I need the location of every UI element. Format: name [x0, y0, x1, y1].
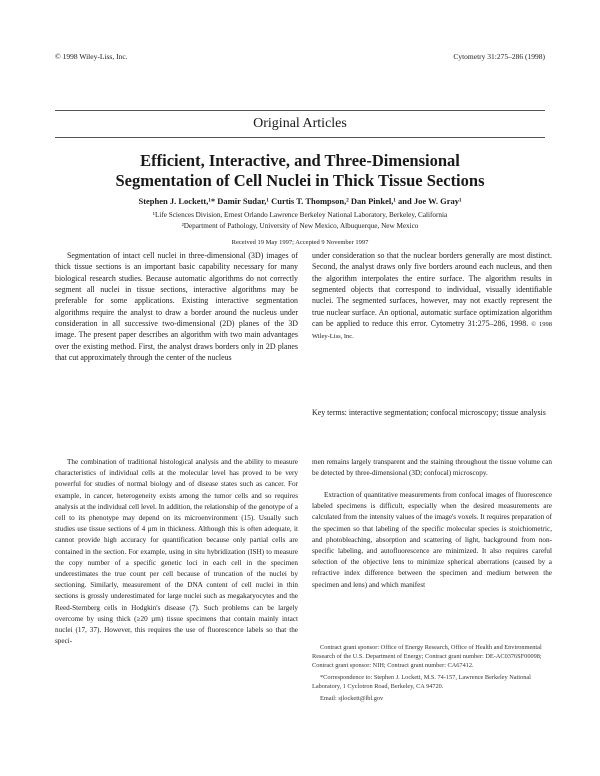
correspondence-footnote: *Correspondence to: Stephen J. Lockett, M.S. 74-157, Lawrence Berkeley National Laboratory, 1 Cyclotron Road, Berkeley, CA 94720.: [312, 674, 531, 690]
divider: [55, 110, 545, 111]
title-line: Efficient, Interactive, and Three-Dimensional: [140, 151, 460, 170]
journal-reference: Cytometry 31:275–286 (1998): [453, 52, 545, 61]
email-link[interactable]: Email: sjlockett@lbl.gov: [320, 695, 384, 702]
abstract-copyright: © 1998 Wiley-Liss, Inc.: [312, 321, 552, 341]
affiliation: ¹Life Sciences Division, Ernest Orlando Lawrence Berkeley National Laboratory, Berkeley, California: [152, 211, 448, 219]
footnotes: [312, 643, 552, 703]
affiliation: ²Department of Pathology, University of New Mexico, Albuquerque, New Mexico: [181, 222, 419, 230]
divider: [55, 137, 545, 138]
author-list: Stephen J. Lockett,¹* Damir Sudar,¹ Curtis T. Thompson,² Dan Pinkel,¹ and Joe W. Gray¹: [138, 196, 462, 206]
body-paragraph: men remains largely transparent and the staining throughout the tissue volume can be detected by three-dimensional (3D; confocal) microscopy.: [312, 458, 552, 478]
abstract-left-column: Segmentation of intact cell nuclei in three-dimensional (3D) images of thick tissue sections is an important basic capability necessary for many biological research studies. Because automatic algorithms do not correctly segment all nuclei in tissue sections, interactive algorithms may be preferable for some applications. Existing interactive segmentation algorithms require the analyst to draw a border around the nucleus under consideration in all successive two-dimensional (2D) planes of the 3D image. The present paper describes an algorithm with two main advantages over the existing method. First, the analyst draws borders only in 2D planes that cut approximately through the center of the nucleus: [55, 251, 298, 363]
section-label: Original Articles: [253, 116, 347, 131]
abstract-text: under consideration so that the nuclear borders generally are most distinct. Second, the analyst draws only five borders around each nucleus, and then the algorithm interpolates the entire surface. The algorithm results in segmented objects that correspond to individual, visually identifiable nuclei. The segmented surfaces, however, may not exactly represent the true nuclear surface. An optional, automatic surface optimization algorithm can be applied to reduce this error. Cytometry 31:275–286, 1998.: [312, 251, 552, 329]
body-paragraph: The combination of traditional histological analysis and the ability to measure characteristics of individual cells at the molecular level has proved to be very powerful for studies of normal biology and of disease states such as cancer. For example, in cancer, heterogeneity exists among the tumor cells and so requires analysis at the individual cell level. In addition, the relationship of the genotype of a cell to its phenotype may depend on its microenvironment (15). Usually such studies use tissue sections of 4 µm in thickness. Although this is often adequate, it cannot provide high accuracy for quantification because only partial cells are contained in the section. For example, using in situ hybridization (ISH) to measure the copy number of a specific genetic loci in each cell in the specimen underestimates the true count per cell because of truncation of the nuclei by sectioning. Similarly, measurement of the DNA content of cell nuclei in thin sections is grossly underestimated for large nuclei such as megakaryocytes and the Reed-Sternberg cells in Hodgkin's disease (7). Such problems can be largely overcome by using thick (≥20 µm) tissue specimens that contain mainly intact nuclei (17, 37). However, this requires the use of fluorescence labels so that the speci-: [55, 458, 298, 646]
article-title: [60, 151, 540, 191]
keywords: Key terms: interactive segmentation; confocal microscopy; tissue analysis: [312, 408, 546, 417]
grant-footnote: Contract grant sponsor: Office of Energy Research, Office of Health and Environmental Research of the U.S. Department of Energy; Contract grant number: DE-AC0376SF00098; Contract grant sponsor: NIH; Contract grant number: CA67412.: [312, 644, 542, 669]
title-line: Segmentation of Cell Nuclei in Thick Tissue Sections: [115, 171, 485, 190]
abstract-right-column: [312, 250, 552, 343]
body-paragraph: Extraction of quantitative measurements from confocal images of fluorescence labeled specimens is difficult, especially when the desired measurements are calculated from the intensity values of the image's voxels. It requires preparation of the specimen so that labeling of the specific molecular species is stoichiometric, and photobleaching, absorption and scattering of light, background from non-specific labeling, and autofluorescence are minimized. It also requires careful selection of the objective lens to minimize spherical aberrations (caused by a refractive index difference between the specimen and medium between the specimen and lens) and which manifest: [312, 491, 552, 589]
received-dates: Received 19 May 1997; Accepted 9 November 1997: [231, 239, 369, 246]
copyright-header: © 1998 Wiley-Liss, Inc.: [55, 52, 128, 61]
